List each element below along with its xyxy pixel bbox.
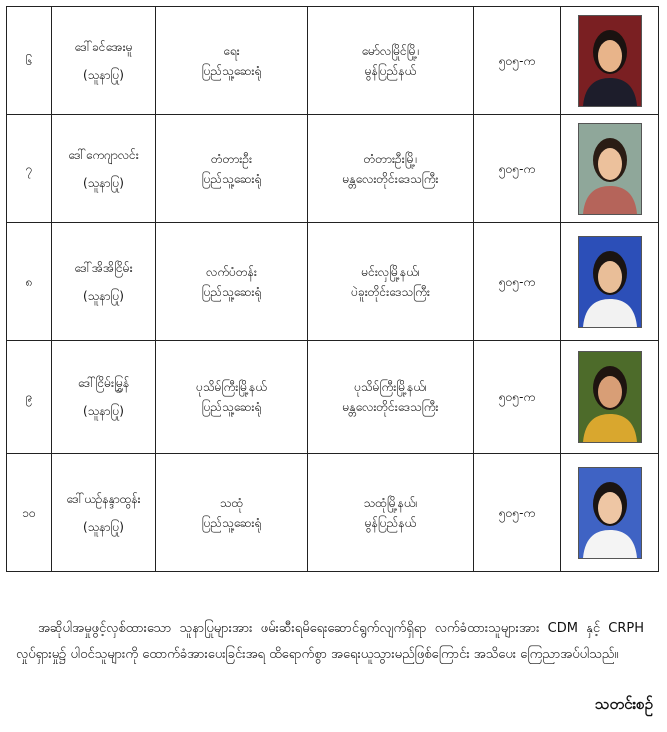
row-number: ၆ (7, 7, 52, 115)
workplace-cell (156, 341, 308, 454)
workplace-town: ပုသိမ်ကြီးမြို့နယ် (196, 380, 267, 394)
name-cell (52, 341, 156, 454)
notice-text: အဆိုပါအမှုဖွင့်လှစ်ထားသော သူနာပြုများအား ဖမ်းဆီးရမိရေးဆောင်ရွက်လျက်ရှိရာ လက်ခံထားသူများအား CDM နှင့် CRPH လှုပ်ရှားမှု၌ ပါဝင်သူများကို ထောက်ခံအားပေးခြင်းအရ ထိရောက်စွာ အရေးယူသွားမည်ဖြစ်ကြောင်း အသိပေး ကြေညာအပ်ပါသည်။ (16, 621, 644, 662)
person-role: (သူနာပြု) (83, 67, 124, 82)
person-role: (သူနာပြု) (83, 175, 124, 190)
person-name: ဒေါ်ငြိမ်းမြွှန် (77, 376, 130, 390)
address-line-2: မန္တလေးတိုင်းဒေသကြီး (342, 171, 439, 186)
table-row (7, 223, 659, 341)
name-cell (52, 7, 156, 115)
portrait-icon (579, 468, 641, 558)
portrait-icon (579, 237, 641, 327)
table-row (7, 341, 659, 454)
name-cell (52, 454, 156, 572)
address-line-1: ပုသိမ်ကြီးမြို့နယ်၊ (354, 380, 427, 394)
table-row (7, 7, 659, 115)
person-role: (သူနာပြု) (83, 519, 124, 534)
person-name: ဒေါ်ခင်အေးမူ (74, 39, 133, 54)
photo-face (598, 492, 622, 524)
table-row (7, 454, 659, 572)
notice-paragraph (16, 616, 644, 668)
workplace-town: တံတားဦး (210, 151, 253, 166)
law-section: ၅၀၅-က (474, 115, 561, 223)
photo-cell (561, 7, 659, 115)
law-section: ၅၀၅-က (474, 341, 561, 454)
nurses-table (6, 6, 659, 572)
photo-face (598, 148, 622, 180)
row-number: ၈ (7, 223, 52, 341)
address-cell (308, 115, 474, 223)
workplace-cell (156, 115, 308, 223)
law-section: ၅၀၅-က (474, 223, 561, 341)
address-line-2: မန္တလေးတိုင်းဒေသကြီး (342, 400, 439, 414)
address-cell (308, 223, 474, 341)
table-row (7, 115, 659, 223)
law-section: ၅၀၅-က (474, 454, 561, 572)
row-number: ၁၀ (7, 454, 52, 572)
portrait-icon (579, 352, 641, 442)
workplace-cell (156, 454, 308, 572)
address-line-2: မွန်ပြည်နယ် (364, 63, 417, 78)
address-cell (308, 454, 474, 572)
person-photo (578, 351, 642, 443)
person-name: ဒေါ်ယဉ်နန္ဒာထွန်း (66, 491, 141, 506)
workplace-hospital: ပြည်သူ့ဆေးရုံ (201, 284, 262, 299)
address-cell (308, 341, 474, 454)
person-photo (578, 123, 642, 215)
workplace-hospital: ပြည်သူ့ဆေးရုံ (201, 400, 262, 414)
address-line-2: ပဲခူးတိုင်းဒေသကြီး (351, 284, 430, 299)
photo-cell (561, 115, 659, 223)
person-photo (578, 15, 642, 107)
workplace-hospital: ပြည်သူ့ဆေးရုံ (201, 63, 262, 78)
workplace-hospital: ပြည်သူ့ဆေးရုံ (201, 171, 262, 186)
signature: သတင်းစဉ် (595, 695, 653, 713)
workplace-cell (156, 223, 308, 341)
address-line-2: မွန်ပြည်နယ် (364, 515, 417, 530)
workplace-hospital: ပြည်သူ့ဆေးရုံ (201, 515, 262, 530)
portrait-icon (579, 16, 641, 106)
person-photo (578, 236, 642, 328)
address-line-1: မော်လမြိုင်မြို့၊ (361, 43, 420, 58)
workplace-cell (156, 7, 308, 115)
name-cell (52, 115, 156, 223)
portrait-icon (579, 124, 641, 214)
law-section: ၅၀၅-က (474, 7, 561, 115)
address-line-1: သထုံမြို့နယ်၊ (363, 495, 418, 510)
photo-cell (561, 454, 659, 572)
photo-cell (561, 223, 659, 341)
person-role: (သူနာပြု) (83, 404, 124, 418)
photo-face (598, 40, 622, 72)
person-name: ဒေါ်ကေဂျာလင်း (68, 147, 139, 162)
row-number: ၉ (7, 341, 52, 454)
person-role: (သူနာပြု) (83, 288, 124, 303)
workplace-town: ရေး (223, 43, 240, 58)
name-cell (52, 223, 156, 341)
workplace-town: လက်ပံတန်း (206, 264, 257, 279)
workplace-town: သထုံ (219, 495, 244, 510)
row-number: ၇ (7, 115, 52, 223)
photo-face (598, 376, 622, 408)
photo-cell (561, 341, 659, 454)
person-photo (578, 467, 642, 559)
address-cell (308, 7, 474, 115)
person-name: ဒေါ်အိအိငြိမ်း (74, 260, 133, 275)
address-line-1: တံတားဦးမြို့၊ (363, 151, 418, 166)
photo-face (598, 261, 622, 293)
address-line-1: မင်းလှမြို့နယ်၊ (361, 264, 420, 279)
